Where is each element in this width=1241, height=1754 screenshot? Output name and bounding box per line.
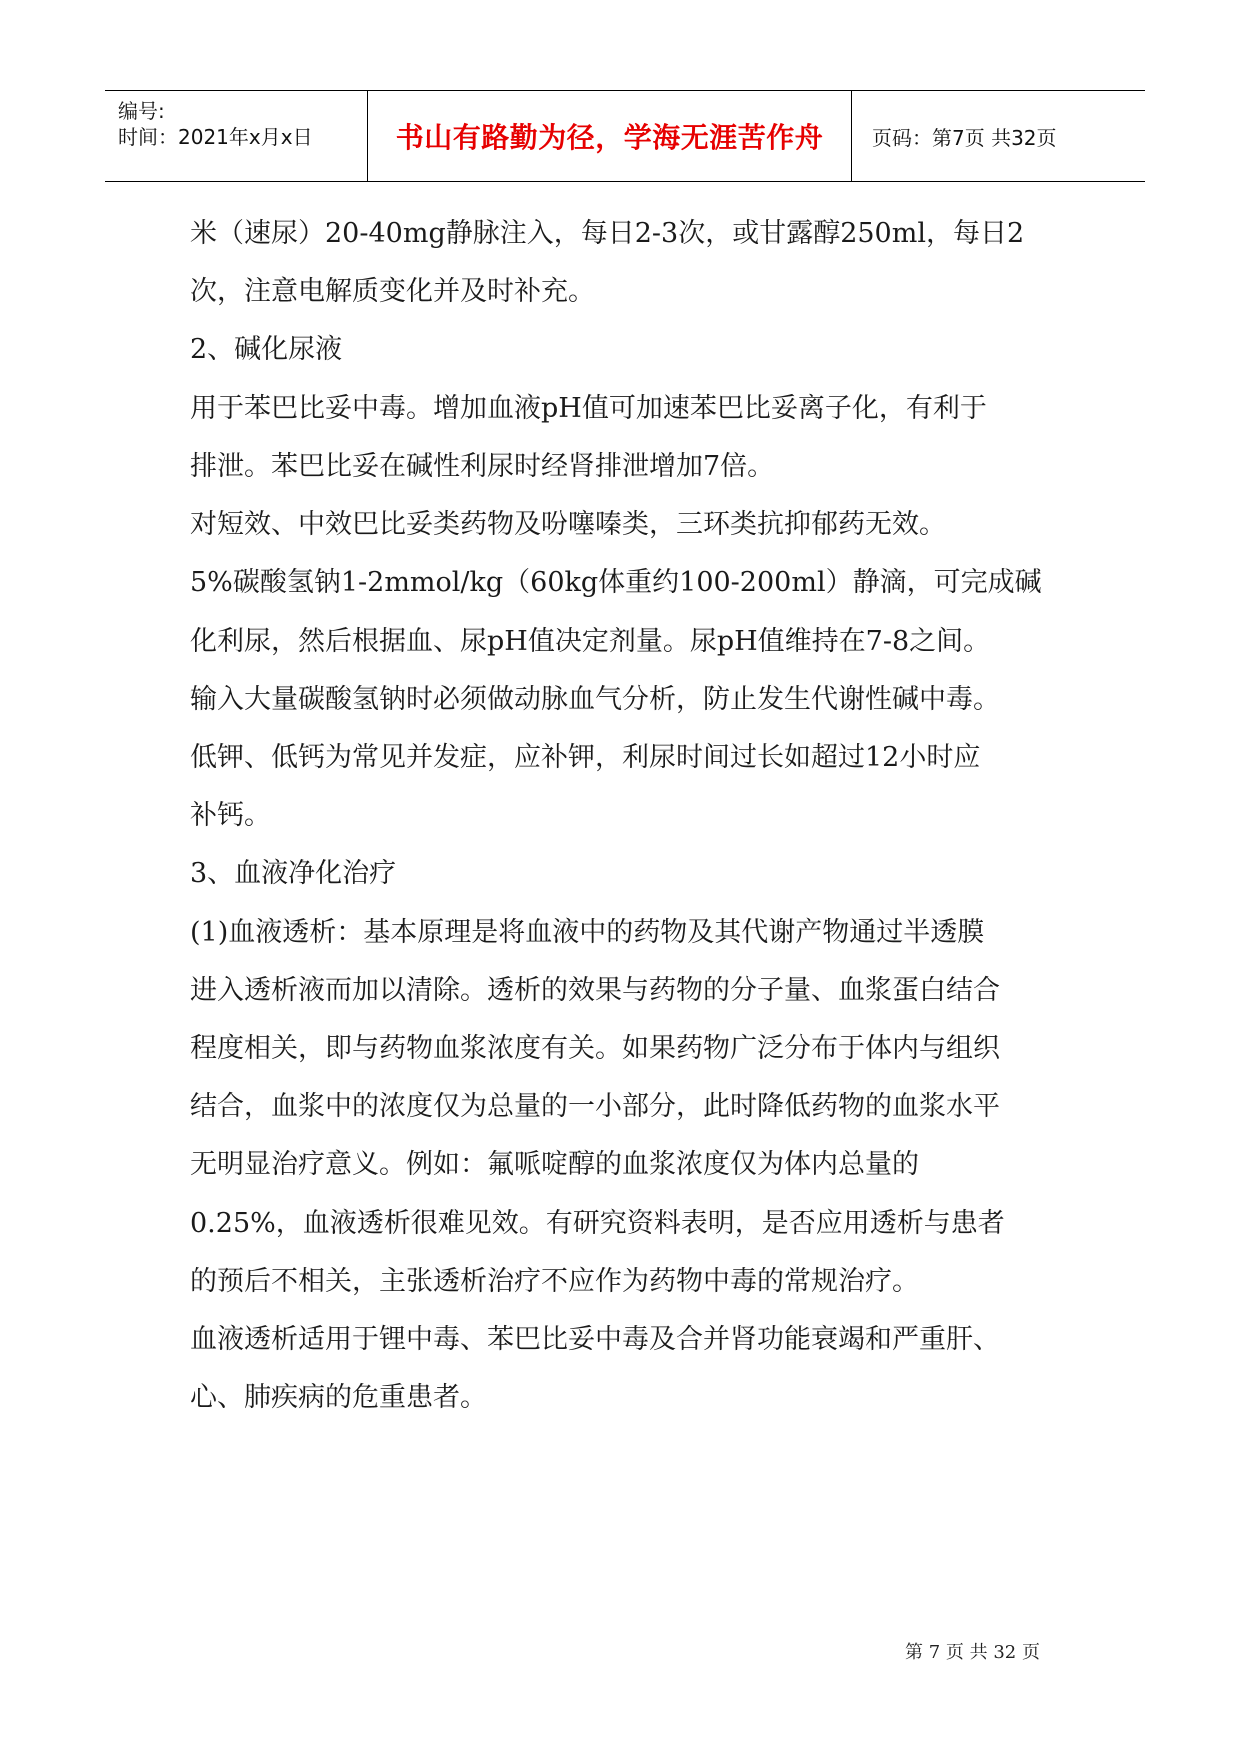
header-left-cell (105, 91, 368, 181)
body-line: 5%碳酸氢钠1-2mmol/kg（60kg体重约100-200ml）静滴，可完成碱 (190, 567, 1042, 598)
doc-code-label: 编号: (118, 99, 165, 123)
document-header (105, 90, 1145, 182)
body-line: 低钾、低钙为常见并发症，应补钾，利尿时间过长如超过12小时应 (190, 742, 981, 773)
body-line: 米（速尿）20-40mg静脉注入，每日2-3次，或甘露醇250ml，每日2 (190, 218, 1025, 249)
body-line: 补钙。 (190, 800, 271, 831)
body-line: 对短效、中效巴比妥类药物及吩噻嗪类，三环类抗抑郁药无效。 (190, 509, 946, 540)
body-line: (1)血液透析：基本原理是将血液中的药物及其代谢产物通过半透膜 (190, 917, 985, 948)
body-line: 无明显治疗意义。例如：氟哌啶醇的血浆浓度仅为体内总量的 (190, 1149, 919, 1180)
doc-time-label: 时间：2021年x月x日 (118, 125, 313, 149)
body-line: 血液透析适用于锂中毒、苯巴比妥中毒及合并肾功能衰竭和严重肝、 (190, 1324, 1000, 1355)
section-heading: 2、碱化尿液 (190, 334, 343, 365)
body-line: 结合，血浆中的浓度仅为总量的一小部分，此时降低药物的血浆水平 (190, 1091, 1000, 1122)
header-motto-cell (368, 91, 852, 181)
body-line: 程度相关，即与药物血浆浓度有关。如果药物广泛分布于体内与组织 (190, 1033, 1000, 1064)
body-line: 化利尿，然后根据血、尿pH值决定剂量。尿pH值维持在7-8之间。 (190, 626, 991, 657)
body-line: 进入透析液而加以清除。透析的效果与药物的分子量、血浆蛋白结合 (190, 975, 1000, 1006)
body-line: 输入大量碳酸氢钠时必须做动脉血气分析，防止发生代谢性碱中毒。 (190, 684, 1000, 715)
body-line: 排泄。苯巴比妥在碱性利尿时经肾排泄增加7倍。 (190, 451, 775, 482)
header-page-label: 页码：第7页 共32页 (872, 125, 1057, 150)
body-line: 次，注意电解质变化并及时补充。 (190, 276, 595, 307)
body-line: 0.25%，血液透析很难见效。有研究资料表明，是否应用透析与患者 (190, 1208, 1005, 1239)
header-motto: 书山有路勤为径，学海无涯苦作舟 (395, 121, 824, 154)
header-page-cell (852, 91, 1145, 181)
section-heading: 3、血液净化治疗 (190, 858, 397, 889)
body-line: 用于苯巴比妥中毒。增加血液pH值可加速苯巴比妥离子化，有利于 (190, 393, 987, 424)
body-line: 心、肺疾病的危重患者。 (190, 1382, 487, 1413)
body-line: 的预后不相关，主张透析治疗不应作为药物中毒的常规治疗。 (190, 1266, 919, 1297)
page-footer: 第 7 页 共 32 页 (905, 1642, 1040, 1663)
